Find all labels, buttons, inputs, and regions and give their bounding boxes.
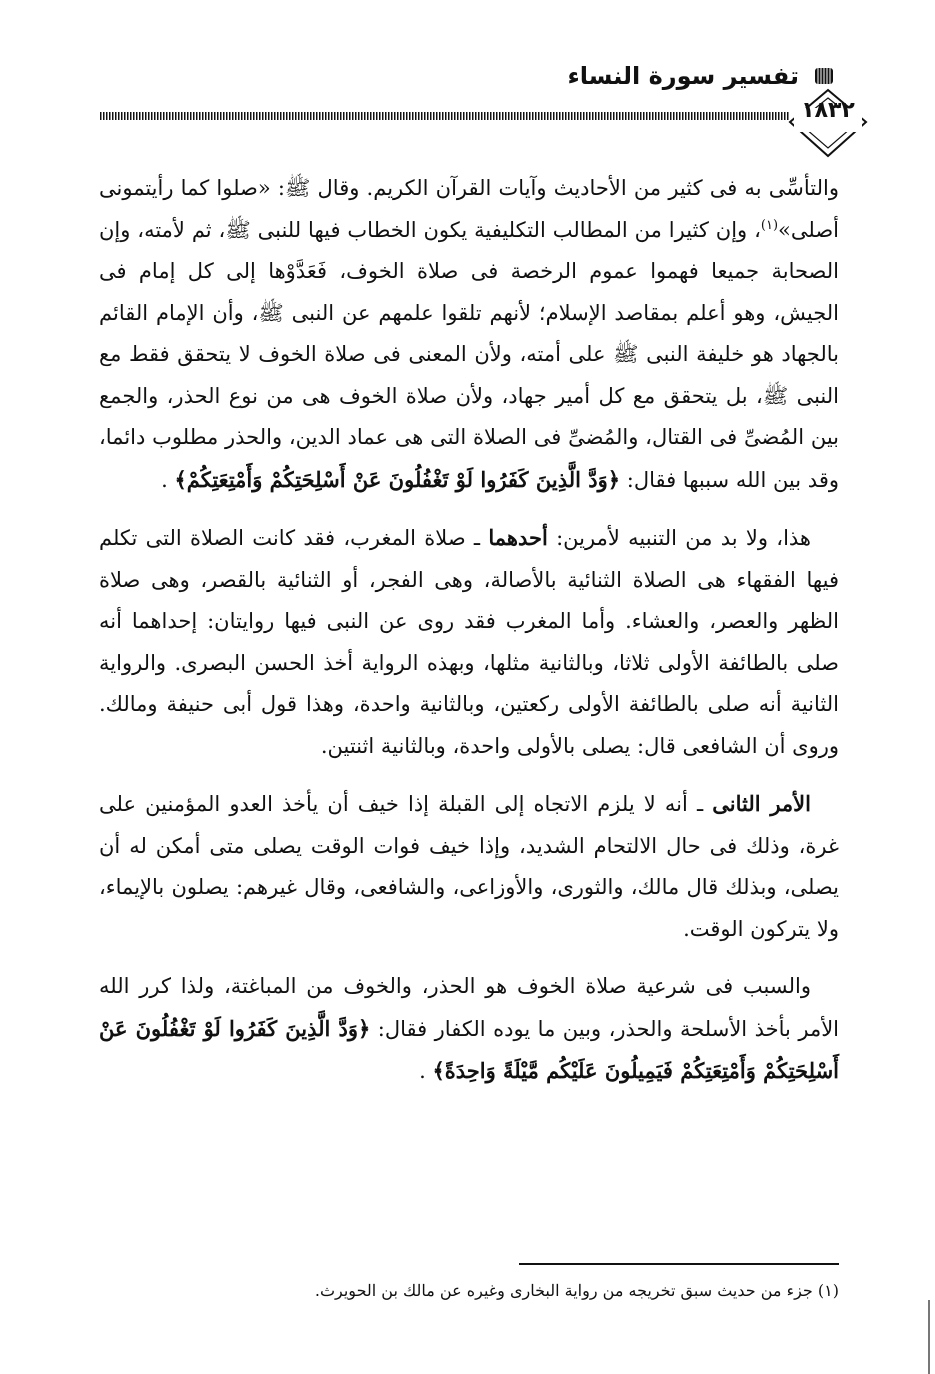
- text-run: .: [161, 467, 175, 492]
- text-run: والسبب فى شرعية صلاة الخوف هو الحذر، والخوف من المباغتة، ولذا كرر الله الأمر بأخذ الأسلحة والحذر، وبين ما يوده الكفار فقال:: [99, 974, 839, 1041]
- main-text: [99, 168, 839, 1109]
- text-run: هذا، ولا بد من التنبيه لأمرين:: [547, 526, 811, 550]
- chapter-title: تفسير سورة النساء: [567, 62, 799, 90]
- paragraph: [99, 966, 839, 1093]
- quran-verse: ﴿وَدَّ الَّذِينَ كَفَرُوا لَوْ تَغْفُلُونَ عَنْ أَسْلِحَتِكُمْ وَأَمْتِعَتِكُمْ﴾: [174, 466, 621, 492]
- header-rule: [100, 112, 790, 120]
- text-run: والتأسِّى به فى كثير من الأحاديث وآيات القرآن الكريم. وقال ﷺ: «صلوا كما رأيتمونى أصلى»: [99, 176, 839, 242]
- ornament-icon: [813, 65, 835, 87]
- text-run: ـ صلاة المغرب، فقد كانت الصلاة التى تكلم فيها الفقهاء هى الصلاة الثنائية بالأصالة، وهى الفجر، أو الثنائية بالقصر، وهى صلاة الظهر والعصر، والعشاء. وأما المغرب فقد روى عن النبى فيها روايتان: إحداهما أنه صلى بالطائفة الأولى ثلاثا، وبالثانية مثلها، وبهذه الرواية أخذ الحسن البصرى. والرواية الثانية أنه صلى بالطائفة الأولى ركعتين، وبالثانية واحدة، وهذا قول أبى حنيفة ومالك. وروى أن الشافعى قال: يصلى بالأولى واحدة، وبالثانية اثنتين.: [99, 526, 839, 758]
- text-run: ، وإن كثيرا من المطالب التكليفية يكون الخطاب فيها للنبى ﷺ، ثم لأمته، وإن الصحابة جميعا فهموا عموم الرخصة فى صلاة الخوف، فَعَدَّوْها إلى كل إمام فى الجيش، وهو أعلم بمقاصد الإسلام؛ لأنهم تلقوا علمهم عن النبى ﷺ، وأن الإمام القائم بالجهاد هو خليفة النبى ﷺ على أمته، ولأن المعنى فى صلاة الخوف لا يتحقق فقط مع النبى ﷺ، بل يتحقق مع كل أمير جهاد، ولأن صلاة الخوف هى من نوع الحذر، والجمع بين المُضىِّ فى القتال، والمُضىِّ فى الصلاة التى هى عماد الدين، والحذر مطلوب دائما، وقد بين الله سببها فقال:: [99, 217, 839, 492]
- quran-verse: ﴿وَدَّ الَّذِينَ كَفَرُوا لَوْ تَغْفُلُونَ عَنْ أَسْلِحَتِكُمْ وَأَمْتِعَتِكُمْ فَيَمِيلُونَ عَلَيْكُم مَّيْلَةً وَاحِدَةً﴾: [99, 1015, 839, 1083]
- paragraph: [99, 168, 839, 501]
- footnote: (١) جزء من حديث سبق تخريجه من رواية البخارى وغيره عن مالك بن الحويرث.: [314, 1281, 839, 1300]
- text-run: .: [419, 1059, 433, 1083]
- bold-term: أحدهما: [488, 525, 548, 550]
- footnote-reference: (١): [760, 217, 779, 233]
- page-number: ١٨٣٢: [801, 98, 855, 123]
- footnote-divider: [519, 1263, 839, 1265]
- paragraph: [99, 517, 839, 767]
- scan-edge-mark: [928, 1300, 930, 1374]
- bold-term: الأمر الثانى: [712, 791, 811, 816]
- text-run: ـ أنه لا يلزم الاتجاه إلى القبلة إذا خيف أن يأخذ العدو المؤمنين على غرة، وذلك فى حال الالتحام الشديد، وإذا خيف فوات الوقت يصلى متى أمكن له أن يصلى، وبذلك قال مالك، والثورى، والأوزاعى، والشافعى، وقال غيرهم: يصلون بالإيماء، ولا يتركون الوقت.: [99, 792, 839, 941]
- paragraph: [99, 783, 839, 950]
